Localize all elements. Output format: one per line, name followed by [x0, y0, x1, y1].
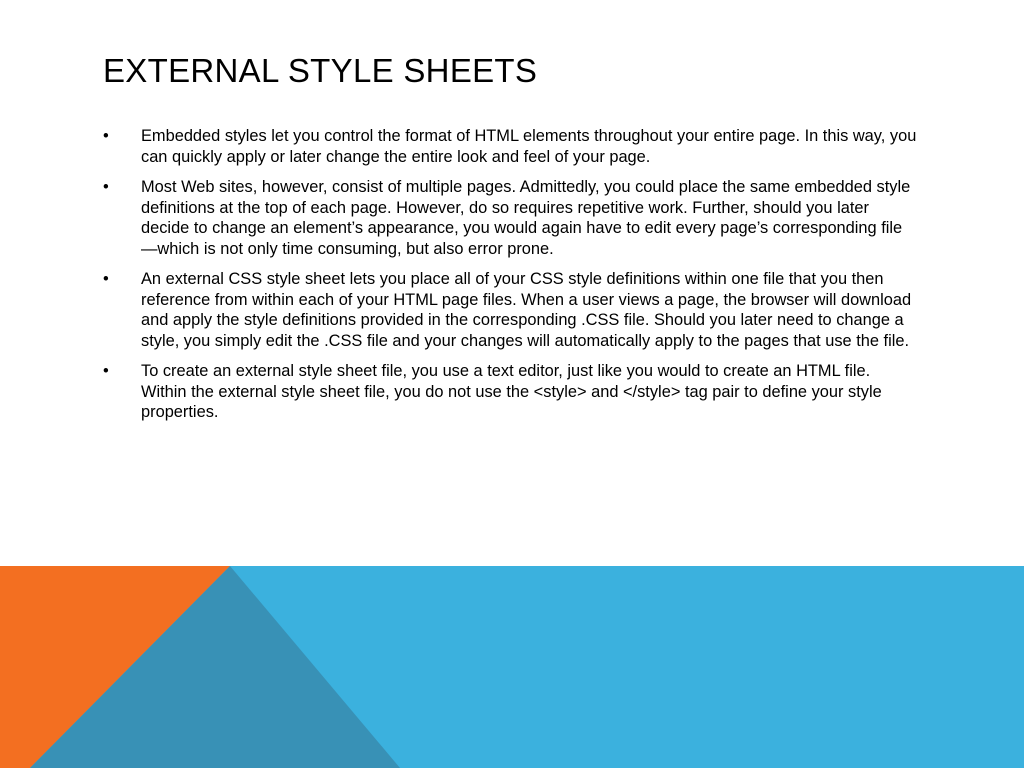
bullet-list: [103, 126, 918, 433]
bullet-mark: •: [103, 127, 109, 145]
bullet-text: An external CSS style sheet lets you place all of your CSS style definitions within one file that you then reference from within each of your HTML page files. When a user views a page, the browser will download and apply the style definitions provided in the corresponding .CSS file. Should you later need to change a style, you simply edit the .CSS file and your changes will automatically apply to the pages that use the file.: [141, 270, 912, 350]
bullet-mark: •: [103, 270, 109, 288]
bullet-item: [103, 361, 918, 423]
decorative-footer-shapes: [0, 566, 1024, 768]
bullet-mark: •: [103, 178, 109, 196]
bullet-item: [103, 269, 918, 351]
slide-title: EXTERNAL STYLE SHEETS: [103, 52, 538, 89]
bullet-text: Most Web sites, however, consist of multiple pages. Admittedly, you could place the same embedded style definitions at the top of each page. However, do so requires repetitive work. Further, should you later decide to change an element’s appearance, you would again have to edit every page’s corresponding file—which is not only time consuming, but also error prone.: [141, 178, 911, 258]
bullet-text: Embedded styles let you control the format of HTML elements throughout your entire page. In this way, you can quickly apply or later change the entire look and feel of your page.: [141, 127, 917, 166]
bullet-item: [103, 126, 918, 167]
bullet-item: [103, 177, 918, 259]
bullet-text: To create an external style sheet file, you use a text editor, just like you would to create an HTML file. Within the external style sheet file, you do not use the <style> and </style> tag pair to define your style properties.: [141, 362, 882, 421]
bullet-mark: •: [103, 362, 109, 380]
